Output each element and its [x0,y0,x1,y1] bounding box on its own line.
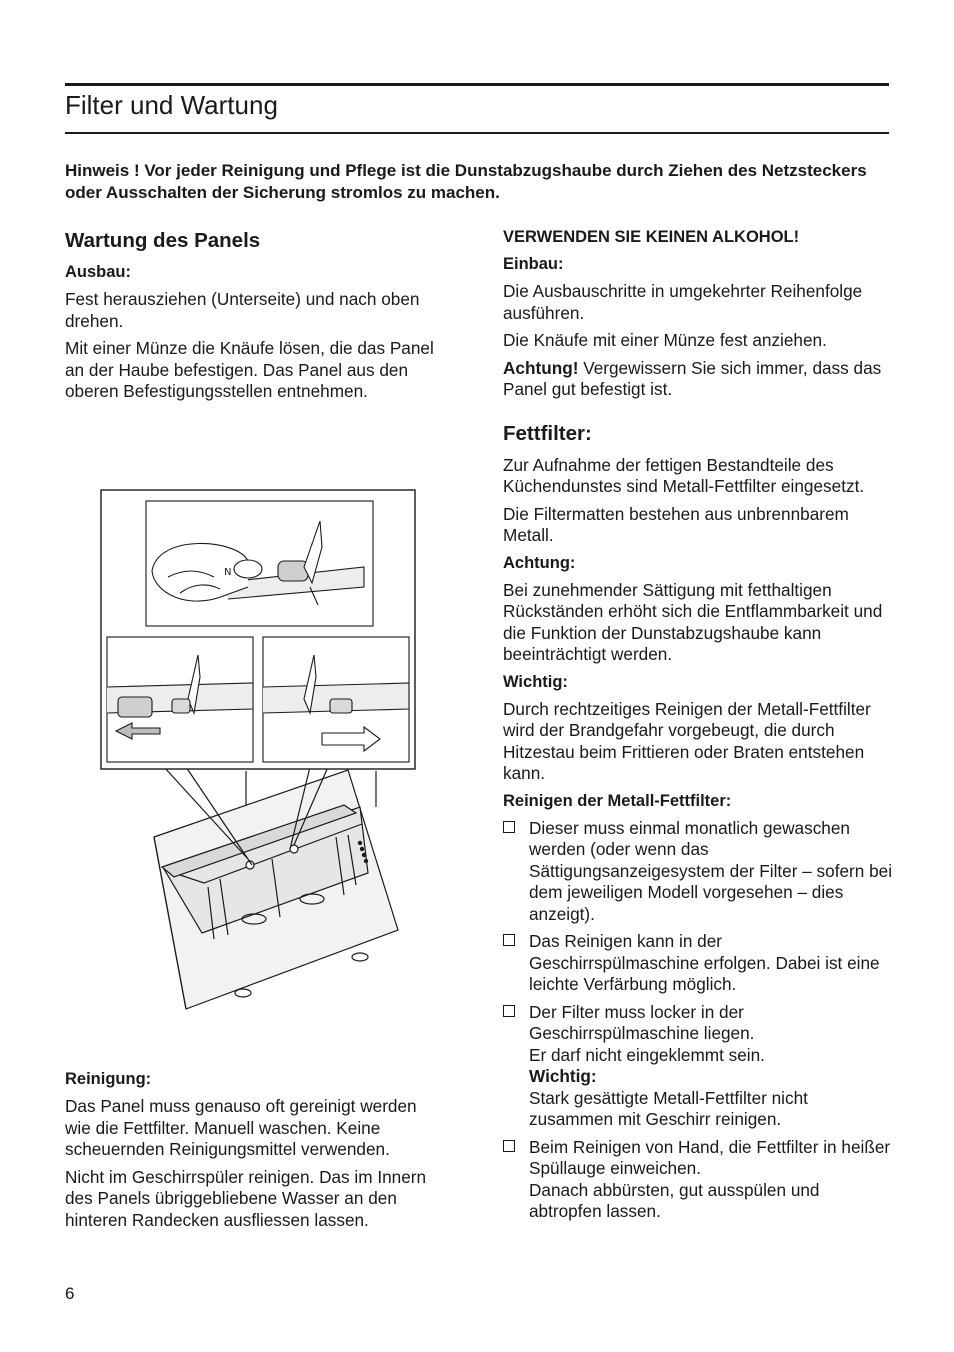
einbau-paragraph-1: Die Ausbauschritte in umgekehrter Reihenfolge ausführen. [503,281,863,323]
cleaning-list [503,818,893,1223]
list-item: Dieser muss einmal monatlich gewaschen werden (oder wenn das Sättigungsanzeigesystem der Filter – sofern bei dem jeweiligen Modell vorgesehen – dies anzeigt). [503,818,893,926]
detail-knob-left [107,637,253,762]
safety-notice: Hinweis ! Vor jeder Reinigung und Pflege ist die Dunstabzugshaube durch Ziehen des Netzsteckers oder Ausschalten der Sicherung stromlos zu machen. [65,161,867,202]
achtung-text: Vergewissern Sie sich immer, dass das Panel gut befestigt ist. [503,357,882,399]
fett-paragraph-1: Zur Aufnahme der fettigen Bestandteile des Küchendunstes sind Metall-Fettfilter eingesetzt. [503,454,865,496]
section-heading-panel: Wartung des Panels [65,229,261,252]
no-alcohol-warning: VERWENDEN SIE KEINEN ALKOHOL! [503,228,800,246]
page-number: 6 [65,1284,75,1303]
detail-knob-right [263,637,409,762]
label-reinigen: Reinigen der Metall-Fettfilter: [503,791,732,810]
fett-paragraph-2: Die Filtermatten bestehen aus unbrennbarem Metall. [503,503,849,545]
achtung-paragraph-2: Bei zunehmender Sättigung mit fetthaltigen Rückständen erhöht sich die Entflammbarkeit und die Funktion der Dunstabzugshaube kann beeinträchtigt werden. [503,579,883,664]
label-reinigung: Reinigung: [65,1070,152,1088]
label-achtung: Achtung: [503,553,576,572]
panel-removal-illustration [98,487,418,1015]
section-heading-fettfilter: Fettfilter: [503,421,592,445]
label-wichtig: Wichtig: [503,672,568,691]
checkbox-square-icon [503,1140,515,1152]
top-rule [65,83,889,86]
title-underline [65,132,889,134]
list-item: Beim Reinigen von Hand, die Fettfilter in heißer Spüllauge einweichen. Danach abbürsten, gut ausspülen und abtropfen lassen. [503,1137,893,1223]
ausbau-paragraph-1: Fest herausziehen (Unterseite) und nach oben drehen. [65,289,420,331]
einbau-paragraph-2: Die Knäufe mit einer Münze fest anziehen. [503,330,827,350]
checkbox-square-icon [503,934,515,946]
left-column-bottom [65,1069,445,1237]
reinigung-paragraph-1: Das Panel muss genauso oft gereinigt werden wie die Fettfilter. Manuell waschen. Keine scheuernden Reinigungsmittel verwenden. [65,1096,417,1159]
wichtig-paragraph: Durch rechtzeitiges Reinigen der Metall-Fettfilter wird der Brandgefahr vorgebeugt, die durch Hitzestau beim Frittieren oder Braten entstehen kann. [503,698,871,783]
list-item: Der Filter muss locker in der Geschirrspülmaschine liegen. Er darf nicht eingeklemmt sein. Wichtig: Stark gesättigte Metall-Fettfilter nicht zusammen mit Geschirr reinigen. [503,1002,893,1131]
achtung-paragraph [503,358,893,401]
right-column [503,227,893,1229]
page-title: Filter und Wartung [65,90,278,120]
detail-hand-coin [146,501,373,626]
achtung-label: Achtung! [503,357,579,378]
checkbox-square-icon [503,1005,515,1017]
coin-letter: N [224,567,232,578]
ausbau-paragraph-2: Mit einer Münze die Knäufe lösen, die das Panel an der Haube befestigen. Das Panel aus den oberen Befestigungsstellen entnehmen. [65,338,434,401]
reinigung-paragraph-2: Nicht im Geschirrspüler reinigen. Das im Innern des Panels übriggebliebene Wasser an den hinteren Randecken ausfliessen lassen. [65,1166,427,1230]
label-einbau: Einbau: [503,255,564,273]
checkbox-square-icon [503,821,515,833]
left-column-top [65,228,445,409]
label-ausbau: Ausbau: [65,263,131,281]
list-item: Das Reinigen kann in der Geschirrspülmaschine erfolgen. Dabei ist eine leichte Verfärbung möglich. [503,931,893,996]
